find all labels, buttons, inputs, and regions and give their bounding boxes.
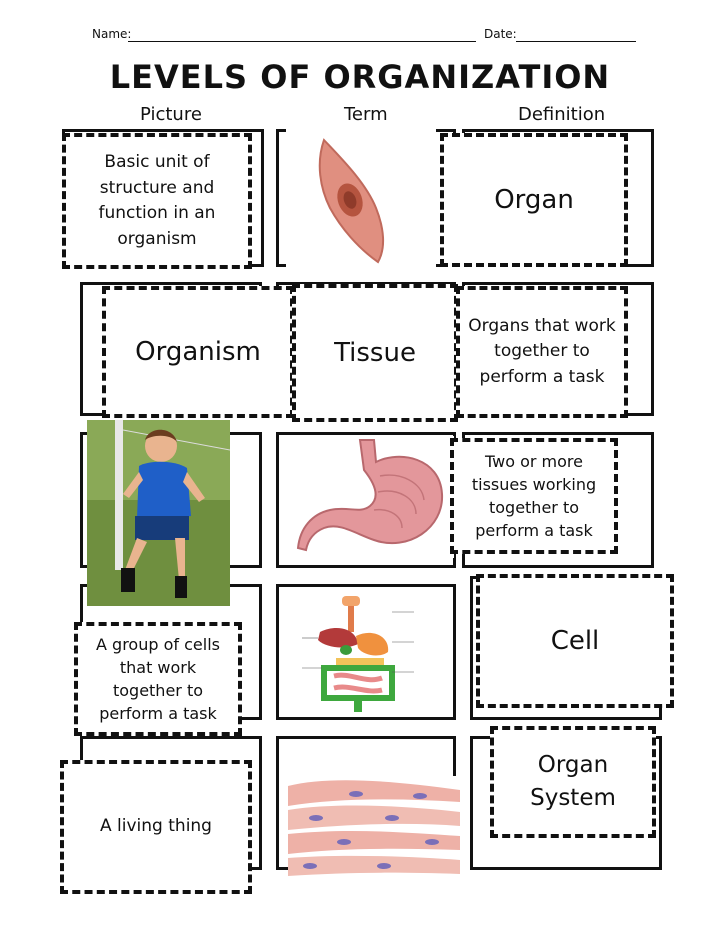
card-organ-definition-text: Two or more tissues working together to perform a task	[471, 451, 597, 541]
card-organ-term-text: Organ	[494, 185, 574, 215]
card-tissue-definition-text: A group of cells that work together to perform a task	[96, 634, 220, 724]
card-organism-term-text: Organism	[135, 337, 261, 367]
digestive-system-icon	[296, 592, 426, 716]
digestive-system-image[interactable]	[296, 592, 426, 716]
card-organism-definition[interactable]	[60, 760, 252, 894]
card-organism-definition-text: A living thing	[100, 816, 212, 837]
card-organ-system-definition[interactable]	[456, 286, 628, 418]
card-organ-system-term[interactable]	[490, 726, 656, 838]
card-tissue-term[interactable]	[292, 284, 458, 422]
card-cell-term-text: Cell	[550, 626, 600, 656]
card-organism-term[interactable]	[102, 286, 294, 418]
card-organ-term[interactable]	[440, 133, 628, 267]
date-label: Date:	[484, 27, 517, 41]
card-organ-system-term-text: Organ System	[530, 751, 616, 811]
column-header-term: Term	[344, 104, 388, 125]
muscle-tissue-icon	[288, 776, 460, 880]
organism-boy-image[interactable]	[87, 420, 230, 606]
cell-icon	[286, 128, 436, 270]
cell-image[interactable]	[286, 128, 436, 270]
boy-icon	[87, 420, 230, 606]
name-line[interactable]	[128, 41, 476, 42]
column-header-definition: Definition	[518, 104, 606, 125]
card-cell-definition[interactable]	[62, 133, 252, 269]
card-tissue-definition[interactable]	[74, 622, 242, 736]
card-organ-definition[interactable]	[450, 438, 618, 554]
date-line[interactable]	[516, 41, 636, 42]
card-cell-term[interactable]	[476, 574, 674, 708]
stomach-icon	[290, 436, 454, 558]
card-cell-definition-text: Basic unit of structure and function in an organism	[98, 152, 216, 249]
page-title: LEVELS OF ORGANIZATION	[109, 58, 611, 96]
card-organ-system-definition-text: Organs that work together to perform a task	[468, 315, 616, 387]
stomach-image[interactable]	[290, 436, 454, 558]
column-header-picture: Picture	[140, 104, 202, 125]
card-tissue-term-text: Tissue	[334, 338, 416, 368]
name-label: Name:	[92, 27, 132, 41]
muscle-tissue-image[interactable]	[288, 776, 460, 880]
